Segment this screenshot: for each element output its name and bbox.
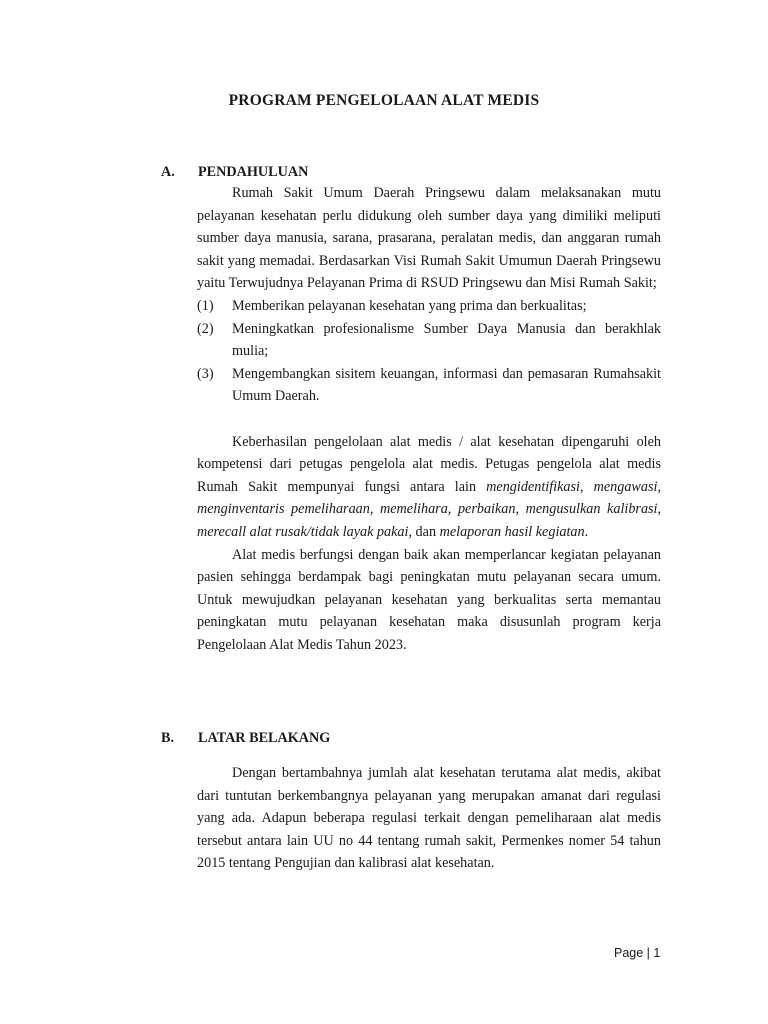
- section-b-heading: [161, 730, 330, 747]
- section-b-title: LATAR BELAKANG: [198, 730, 331, 746]
- page-number: Page | 1: [614, 946, 661, 960]
- competency-paragraph: Keberhasilan pengelolaan alat medis / alat kesehatan dipengaruhi oleh kompetensi dari petugas pengelola alat medis. Petugas pengelola alat medis Rumah Sakit mempunyai fungsi antara lain mengidentifikasi, mengawasi, menginventaris pemeliharaan, memelihara, perbaikan, mengusulkan kalibrasi, merecall alat rusak/tidak layak pakai, dan melaporan hasil kegiatan.: [197, 433, 662, 540]
- section-a-body: [197, 182, 661, 656]
- section-a-letter: A.: [161, 164, 175, 180]
- background-paragraph: Dengan bertambahnya jumlah alat kesehatan terutama alat medis, akibat dari tuntutan berkembangnya pelayanan yang merupakan amanat dari regulasi yang ada. Adapun beberapa regulasi terkait dengan pemeliharaan alat medis tersebut antara lain UU no 44 tentang rumah sakit, Permenkes nomer 54 tahun 2015 tentang Pengujian dan kalibrasi alat kesehatan.: [197, 765, 661, 872]
- section-b-body: [197, 762, 661, 875]
- function-paragraph: Alat medis berfungsi dengan baik akan memperlancar kegiatan pelayanan pasien sehingga berdampak bagi peningkatan mutu pelayanan secara umum. Untuk mewujudkan pelayanan kesehatan yang berkualitas serta memantau peningkatan mutu pelayanan kesehatan maka disusunlah program kerja Pengelolaan Alat Medis Tahun 2023.: [197, 546, 661, 653]
- mission-item: [197, 295, 661, 318]
- mission-item: [197, 363, 661, 408]
- mission-text: Memberikan pelayanan kesehatan yang prima dan berkualitas;: [232, 297, 587, 314]
- section-b-letter: B.: [161, 730, 175, 746]
- section-a-title: PENDAHULUAN: [198, 164, 309, 180]
- mission-number: (3): [197, 365, 214, 382]
- intro-paragraph: Rumah Sakit Umum Daerah Pringsewu dalam melaksanakan mutu pelayanan kesehatan perlu didukung oleh sumber daya yang dimiliki meliputi sumber daya manusia, sarana, prasarana, peralatan medis, dan anggaran rumah sakit yang memadai. Berdasarkan Visi Rumah Sakit Umumun Daerah Pringsewu yaitu Terwujudnya Pelayanan Prima di RSUD Pringsewu dan Misi Rumah Sakit;: [197, 185, 661, 292]
- section-a-heading: [161, 164, 308, 181]
- mission-number: (1): [197, 297, 214, 314]
- mission-item: [197, 318, 661, 363]
- mission-text: Meningkatkan profesionalisme Sumber Daya Manusia dan berakhlak mulia;: [232, 320, 661, 360]
- mission-text: Mengembangkan sisitem keuangan, informasi dan pemasaran Rumahsakit Umum Daerah.: [232, 365, 661, 405]
- document-title: PROGRAM PENGELOLAAN ALAT MEDIS: [228, 92, 540, 109]
- mission-number: (2): [197, 320, 214, 337]
